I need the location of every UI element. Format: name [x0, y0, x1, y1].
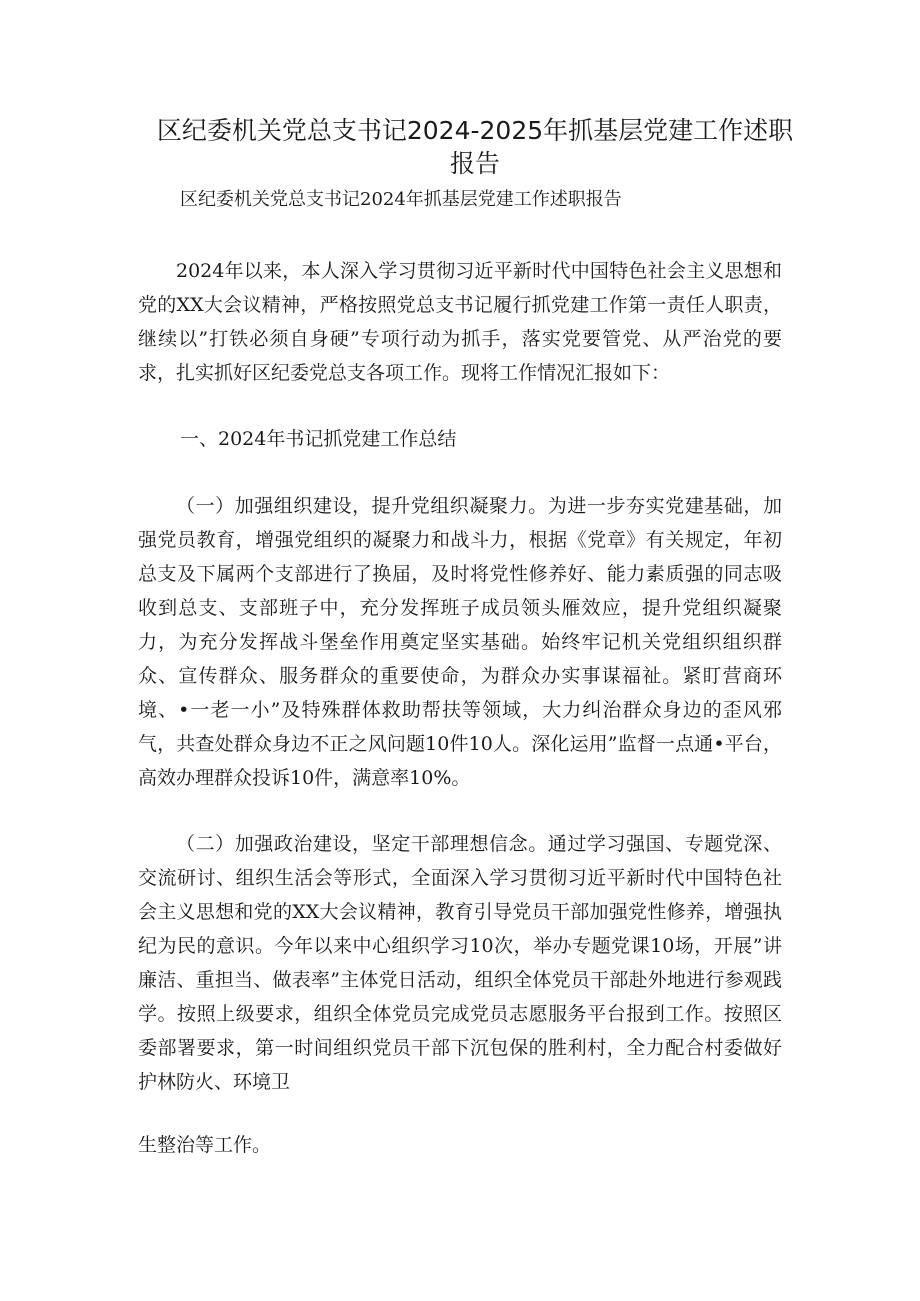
- intro-paragraph: 2024年以来，本人深入学习贯彻习近平新时代中国特色社会主义思想和党的XX大会议精神，严格按照党总支书记履行抓党建工作第一责任人职责，继续以”打铁必须自身硬”专项行动为抓手，落实党要管党、从严治党的要求，扎实抓好区纪委党总支各项工作。现将工作情况汇报如下：: [138, 260, 782, 384]
- document-title: 区纪委机关党总支书记2024-2025年抓基层党建工作述职报告: [156, 116, 794, 178]
- section-heading: 一、2024年书记抓党建工作总结: [180, 428, 457, 450]
- document-subtitle: 区纪委机关党总支书记2024年抓基层党建工作述职报告: [180, 189, 622, 210]
- paragraph-political-building: （二）加强政治建设，坚定干部理想信念。通过学习强国、专题党深、交流研讨、组织生活会等形式，全面深入学习贯彻习近平新时代中国特色社会主义思想和党的XX大会议精神，教育引导党员干部加强党性修养，增强执纪为民的意识。今年以来中心组织学习10次，举办专题党课10场，开展”讲廉洁、重担当、做表率”主体党日活动，组织全体党员干部赴外地进行参观践学。按照上级要求，组织全体党员完成党员志愿服务平台报到工作。按照区委部署要求，第一时间组织党员干部下沉包保的胜利村，全力配合村委做好护林防火、环境卫: [138, 833, 782, 1093]
- paragraph-organization-building: （一）加强组织建设，提升党组织凝聚力。为进一步夯实党建基础，加强党员教育，增强党组织的凝聚力和战斗力，根据《党章》有关规定，年初总支及下属两个支部进行了换届，及时将党性修养好、能力素质强的同志吸收到总支、支部班子中，充分发挥班子成员领头雁效应，提升党组织凝聚力，为充分发挥战斗堡垒作用奠定坚实基础。始终牢记机关党组织组织群众、宣传群众、服务群众的重要使命，为群众办实事谋福祉。紧盯营商环境、•一老一小”及特殊群体救助帮扶等领域，大力纠治群众身边的歪风邪气，共查处群众身边不正之风问题10件10人。深化运用”监督一点通•平台，高效办理群众投诉10件，满意率10%。: [138, 495, 782, 789]
- paragraph-tail: 生整治等工作。: [138, 1134, 272, 1156]
